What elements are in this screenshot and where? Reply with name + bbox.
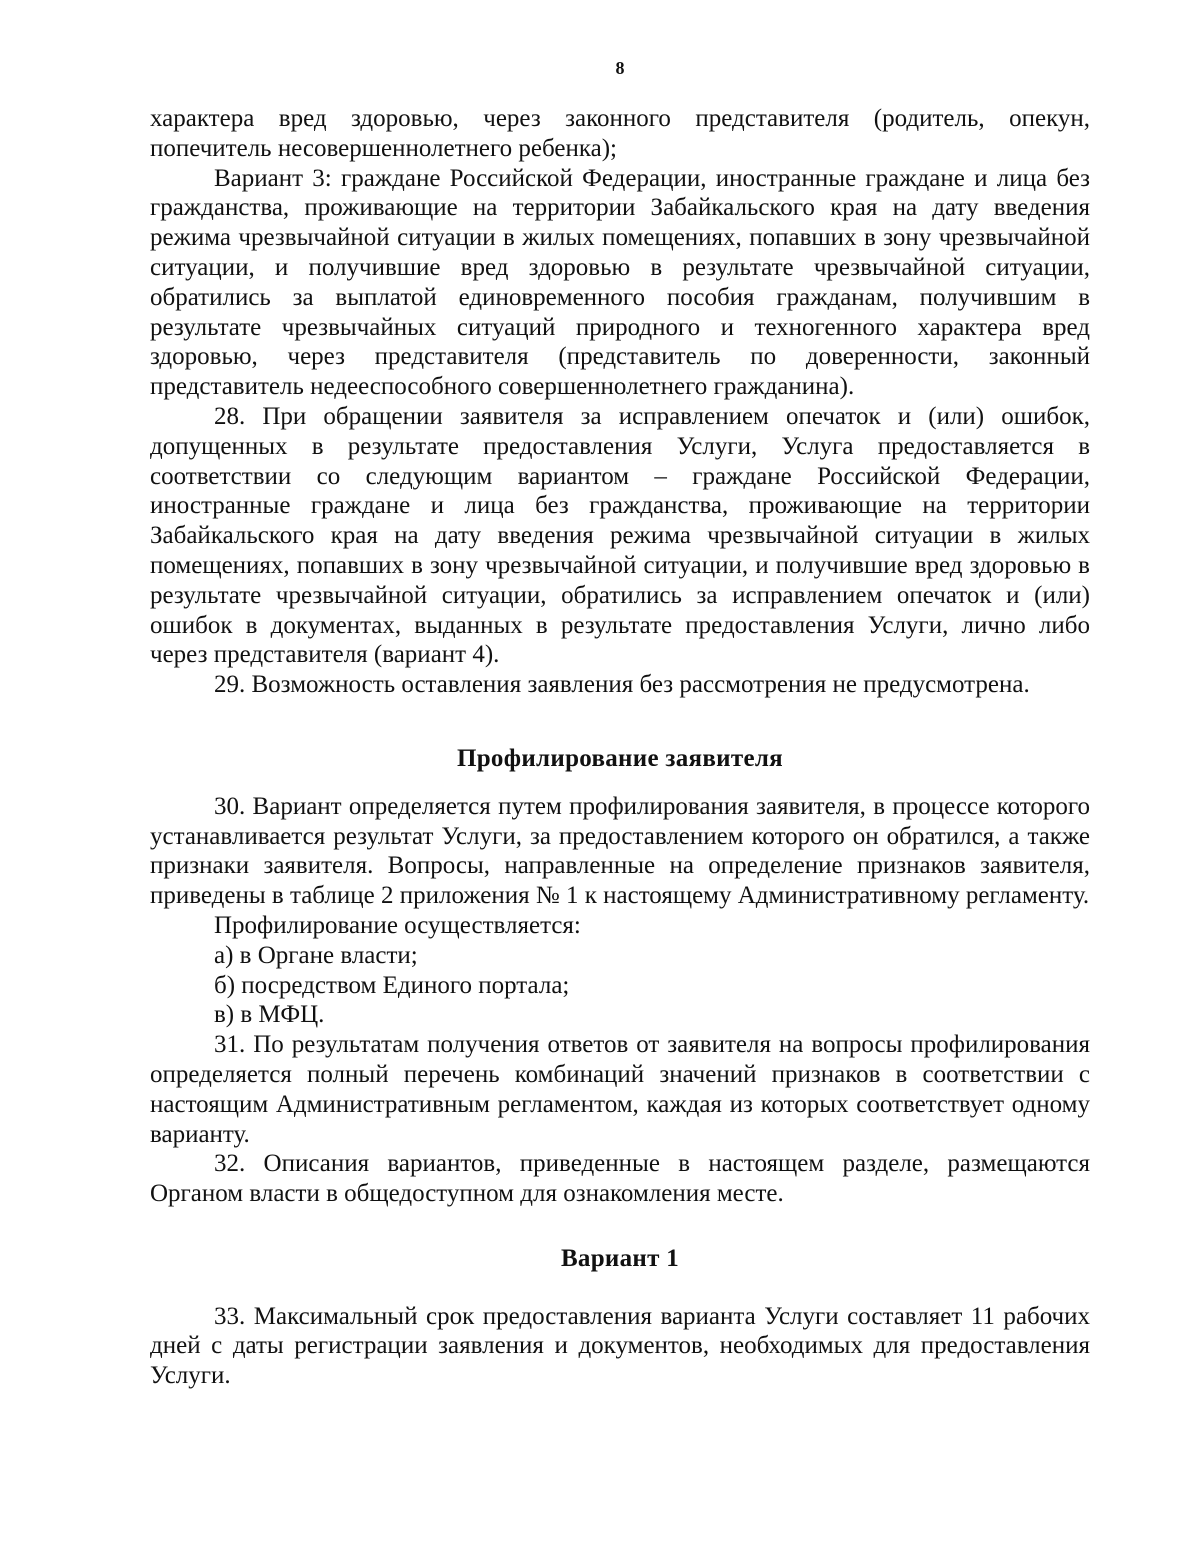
paragraph-31: 31. По результатам получения ответов от заявителя на вопросы профилирования определяется полный перечень комбинаций значений признаков в соответствии с настоящим Административным регламентом, каждая из которых соответствует одному варианту. bbox=[150, 1031, 1090, 1148]
paragraph-28: 28. При обращении заявителя за исправлением опечаток и (или) ошибок, допущенных в результате предоставления Услуги, Услуга предоставляется в соответствии со следующим вариантом – граждане Российской Федерации, иностранные граждане и лица без гражданства, проживающие на территории Забайкальского края на дату введения режима чрезвычайной ситуации в жилых помещениях, попавших в зону чрезвычайной ситуации, и получившие вред здоровью в результате чрезвычайной ситуации, обратились за исправлением опечаток и (или) ошибок в документах, выданных в результате предоставления Услуги, лично либо через представителя (вариант 4). bbox=[150, 402, 1090, 669]
list-item-b: б) посредством Единого портала; bbox=[214, 971, 570, 999]
page-number: 8 bbox=[615, 58, 625, 78]
profiling-intro: Профилирование осуществляется: bbox=[214, 911, 581, 939]
list-item-a: а) в Органе власти; bbox=[214, 941, 418, 969]
paragraph-continuation: характера вред здоровью, через законного представителя (родитель, опекун, попечитель несовершеннолетнего ребенка); bbox=[150, 105, 1090, 162]
paragraph-variant-3: Вариант 3: граждане Российской Федерации, иностранные граждане и лица без гражданства, проживающие на территории Забайкальского края на дату введения режима чрезвычайной ситуации в жилых помещениях, попавших в зону чрезвычайной ситуации, и получившие вред здоровью в результате чрезвычайной ситуации, обратились за выплатой единовременного пособия гражданам, получившим в результате чрезвычайных ситуаций природного и техногенного характера вред здоровью, через представителя (представитель по доверенности, законный представитель недееспособного совершеннолетнего гражданина). bbox=[150, 164, 1090, 401]
paragraph-33: 33. Максимальный срок предоставления варианта Услуги составляет 11 рабочих дней с даты регистрации заявления и документов, необходимых для предоставления Услуги. bbox=[150, 1302, 1090, 1390]
section-heading-variant-1: Вариант 1 bbox=[560, 1244, 680, 1272]
paragraph-32: 32. Описания вариантов, приведенные в настоящем разделе, размещаются Органом власти в общедоступном для ознакомления месте. bbox=[150, 1150, 1090, 1208]
document-body bbox=[150, 104, 1090, 1391]
list-item-c: в) в МФЦ. bbox=[214, 1001, 325, 1029]
paragraph-29: 29. Возможность оставления заявления без рассмотрения не предусмотрена. bbox=[214, 671, 1030, 699]
paragraph-30: 30. Вариант определяется путем профилирования заявителя, в процессе которого устанавливается результат Услуги, за предоставлением которого он обратился, а также признаки заявителя. Вопросы, направленные на определение признаков заявителя, приведены в таблице 2 приложения № 1 к настоящему Административному регламенту. bbox=[150, 792, 1090, 910]
section-heading-profiling: Профилирование заявителя bbox=[456, 744, 784, 772]
